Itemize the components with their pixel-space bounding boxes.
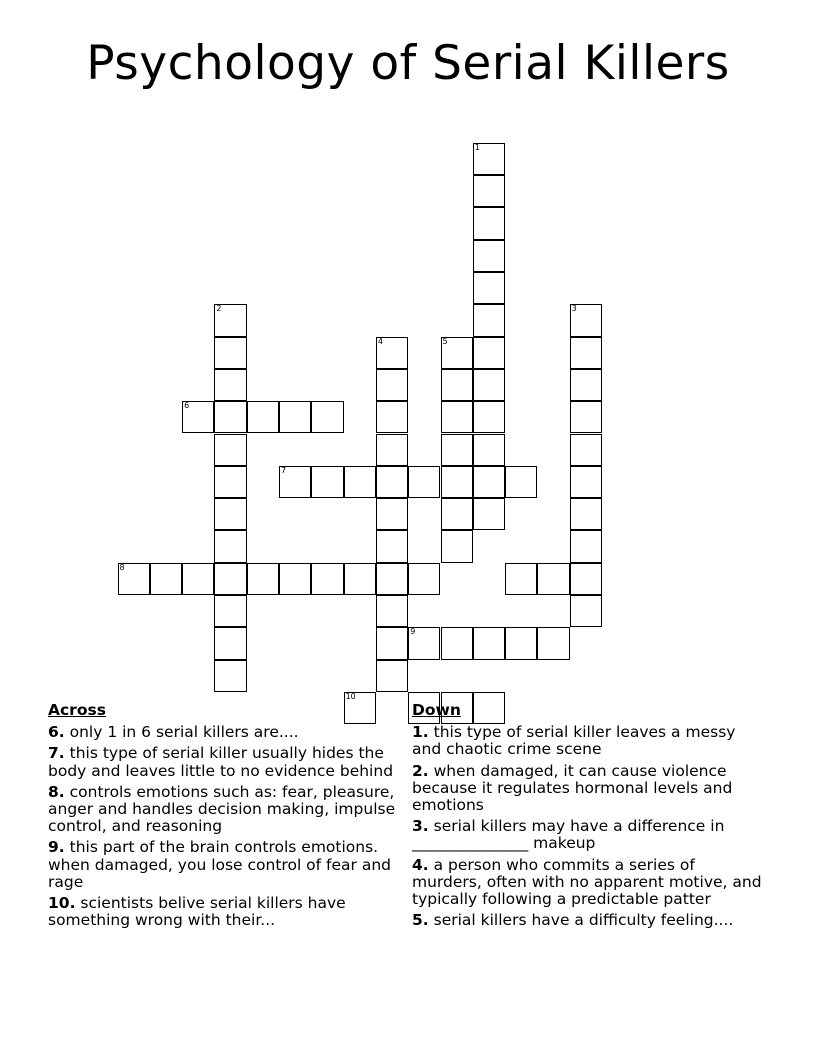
crossword-cell (570, 304, 602, 336)
crossword-cell (441, 369, 473, 401)
crossword-cell (570, 337, 602, 369)
crossword-cell (473, 143, 505, 175)
cell-number: 1 (474, 142, 480, 152)
crossword-cell (376, 369, 408, 401)
clue-down-2 (412, 763, 762, 815)
crossword-cell (214, 595, 246, 627)
crossword-cell (214, 498, 246, 530)
clue-across-9 (48, 839, 398, 891)
crossword-cell (376, 434, 408, 466)
crossword-cell (376, 563, 408, 595)
crossword-cell (473, 175, 505, 207)
crossword-cell (408, 466, 440, 498)
cell-number: 3 (571, 304, 577, 314)
crossword-cell (408, 627, 440, 659)
crossword-cell (182, 401, 214, 433)
crossword-cell (214, 401, 246, 433)
cell-number: 6 (184, 401, 190, 411)
crossword-cell (279, 563, 311, 595)
across-clues (48, 702, 398, 933)
clue-text: this type of serial killer usually hides the body and leaves little to no evidence behind (48, 744, 394, 780)
clue-text: serial killers have a difficulty feeling.... (433, 911, 734, 930)
clue-text: controls emotions such as: fear, pleasure, anger and handles decision making, impulse control, and reasoning (48, 782, 396, 836)
cell-number: 9 (410, 627, 416, 637)
crossword-cell (505, 466, 537, 498)
crossword-cell (376, 530, 408, 562)
crossword-cell (376, 660, 408, 692)
crossword-cell (570, 369, 602, 401)
crossword-cell (214, 369, 246, 401)
crossword-cell (376, 466, 408, 498)
clue-across-10 (48, 895, 398, 929)
crossword-cell (279, 466, 311, 498)
crossword-cell (441, 337, 473, 369)
clue-text: scientists belive serial killers have something wrong with their... (48, 894, 346, 930)
page-title: Psychology of Serial Killers (86, 36, 730, 91)
clue-text: this type of serial killer leaves a messy and chaotic crime scene (412, 723, 736, 759)
crossword-cell (376, 498, 408, 530)
down-heading: Down (412, 701, 461, 719)
crossword-cell (473, 627, 505, 659)
crossword-cell (441, 401, 473, 433)
crossword-cell (344, 563, 376, 595)
crossword-cell (247, 563, 279, 595)
crossword-cell (376, 337, 408, 369)
clue-number: 4. (412, 855, 429, 874)
clue-number: 2. (412, 761, 429, 780)
crossword-cell (570, 498, 602, 530)
crossword-cell (214, 530, 246, 562)
crossword-cell (441, 466, 473, 498)
crossword-cell (311, 563, 343, 595)
clue-number: 6. (48, 723, 65, 742)
crossword-cell (441, 434, 473, 466)
crossword-cell (376, 401, 408, 433)
crossword-cell (570, 595, 602, 627)
crossword-cell (473, 434, 505, 466)
crossword-cell (570, 563, 602, 595)
crossword-cell (537, 627, 569, 659)
crossword-cell (570, 466, 602, 498)
clue-down-1 (412, 724, 762, 758)
crossword-cell (473, 304, 505, 336)
clue-across-8 (48, 784, 398, 836)
clue-across-7 (48, 745, 398, 779)
crossword-cell (473, 337, 505, 369)
crossword-cell (311, 466, 343, 498)
clue-down-4 (412, 857, 762, 909)
clue-number: 5. (412, 911, 429, 930)
crossword-cell (344, 466, 376, 498)
crossword-cell (408, 563, 440, 595)
crossword-cell (473, 369, 505, 401)
clue-number: 9. (48, 838, 65, 857)
clue-number: 7. (48, 744, 65, 763)
crossword-cell (214, 337, 246, 369)
across-heading: Across (48, 701, 106, 719)
clue-down-3 (412, 818, 762, 852)
crossword-cell (118, 563, 150, 595)
crossword-cell (441, 530, 473, 562)
cell-number: 5 (442, 336, 448, 346)
crossword-cell (150, 563, 182, 595)
crossword-cell (537, 563, 569, 595)
cell-number: 8 (119, 562, 125, 572)
crossword-cell (473, 240, 505, 272)
crossword-cell (473, 207, 505, 239)
crossword-cell (376, 595, 408, 627)
crossword-cell (311, 401, 343, 433)
crossword-cell (214, 660, 246, 692)
crossword-cell (214, 627, 246, 659)
crossword-cell (214, 563, 246, 595)
clue-text: this part of the brain controls emotions. when damaged, you lose control of fear and rage (48, 838, 391, 891)
clue-down-5 (412, 912, 762, 929)
crossword-cell (182, 563, 214, 595)
crossword-cell (214, 466, 246, 498)
crossword-cell (441, 627, 473, 659)
clue-text: serial killers may have a difference in _______________ makeup (412, 817, 725, 853)
cell-number: 10 (345, 691, 356, 701)
cell-number: 7 (281, 465, 287, 475)
crossword-cell (570, 530, 602, 562)
crossword-cell (441, 498, 473, 530)
crossword-cell (247, 401, 279, 433)
clue-number: 1. (412, 723, 429, 742)
crossword-cell (505, 627, 537, 659)
clue-text: only 1 in 6 serial killers are.... (69, 723, 299, 742)
clue-number: 8. (48, 782, 65, 801)
crossword-cell (214, 304, 246, 336)
crossword-cell (214, 434, 246, 466)
clue-across-6 (48, 724, 398, 741)
clue-number: 3. (412, 817, 429, 836)
clue-text: a person who commits a series of murders, often with no apparent motive, and typically following a predictable patter (412, 855, 762, 909)
crossword-cell (473, 498, 505, 530)
crossword-cell (570, 434, 602, 466)
crossword-cell (376, 627, 408, 659)
crossword-cell (473, 401, 505, 433)
crossword-cell (473, 272, 505, 304)
crossword-cell (473, 466, 505, 498)
crossword-cell (505, 563, 537, 595)
clue-number: 10. (48, 894, 76, 913)
crossword-cell (279, 401, 311, 433)
crossword-cell (570, 401, 602, 433)
clue-text: when damaged, it can cause violence because it regulates hormonal levels and emotions (412, 761, 733, 815)
cell-number: 4 (377, 336, 383, 346)
down-clues (412, 702, 762, 933)
cell-number: 2 (216, 304, 222, 314)
